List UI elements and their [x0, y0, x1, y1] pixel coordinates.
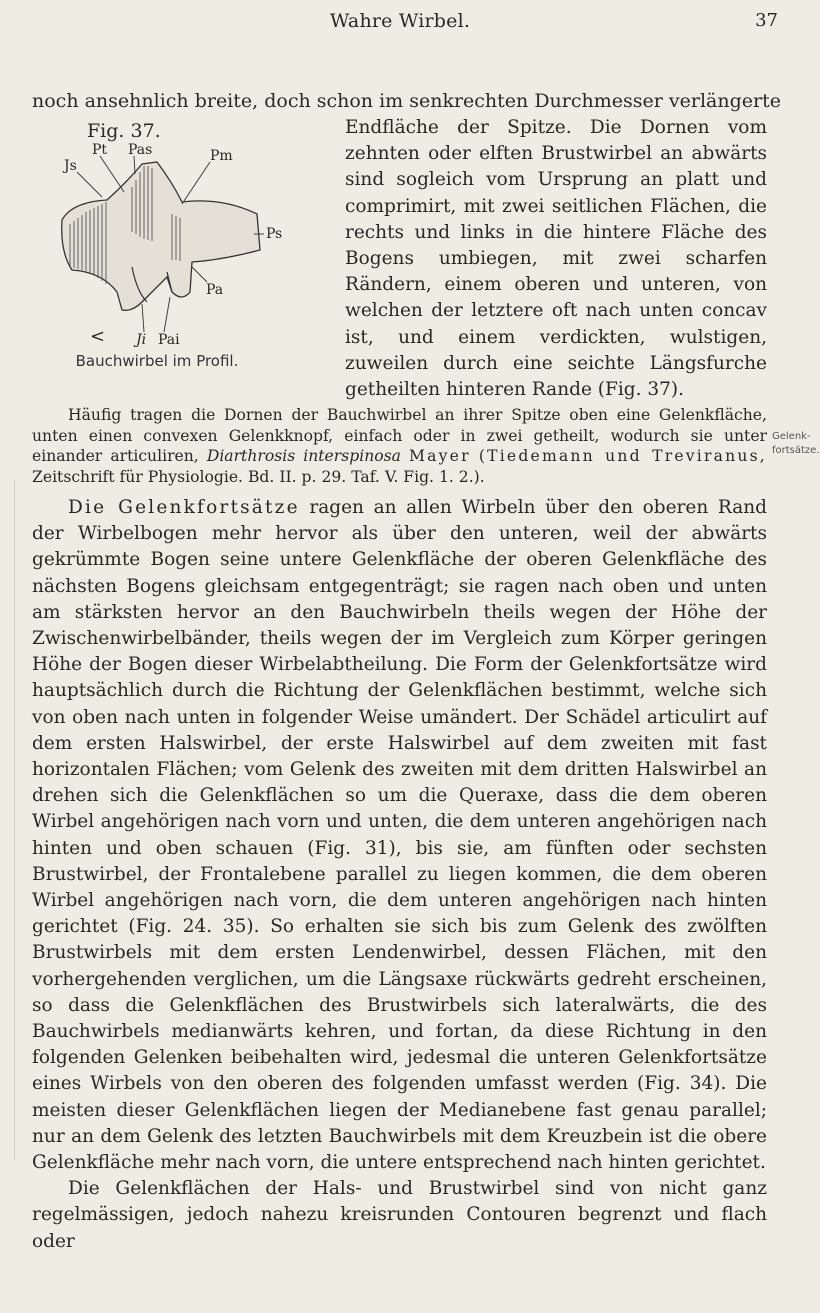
- label-pt: Pt: [92, 142, 108, 158]
- small-print-paragraph: Häufig tragen die Dornen der Bauchwirbel an ihrer Spitze oben eine Gelenkfläche, unten einen convexen Gelenkknopf, einfach oder in zwei getheilt, wodurch sie unter einander articuliren, Diarthrosis interspinosa Mayer (Tiedemann und Treviranus, Zeitschrift für Physiologie. Bd. II. p. 29. Taf. V. Fig. 1. 2.).: [32, 406, 767, 486]
- running-title: Wahre Wirbel.: [329, 10, 471, 32]
- label-pai: Pai: [158, 332, 180, 348]
- label-side: <: [90, 326, 106, 347]
- figure-37: [32, 120, 334, 375]
- term-diarthrosis: Diarthrosis interspinosa: [206, 447, 401, 465]
- vertebra-illustration: [32, 142, 332, 352]
- figure-wrap-text: Endfläche der Spitze. Die Dornen vom zehnten oder elften Brustwirbel an abwärts sind sogleich vom Ursprung an platt und comprimirt, mit zwei seitlichen Flächen, die rechts und links in die hintere Fläche des Bogens umbiegen, mit zwei scharfen Rändern, einem oberen und unteren, von welchen der letztere oft nach unten concav ist, und einem verdickten, wulstigen, zuweilen durch eine seichte Längsfurche getheilten hinteren Rande (Fig. 37).: [345, 117, 767, 401]
- figure-label: Fig. 37.: [87, 120, 161, 142]
- paragraph-gelenkflaechen: Die Gelenkflächen der Hals- und Brustwirbel sind von nicht ganz regelmässigen, jedoch nahezu kreisrunden Contouren begrenzt und flach oder: [32, 1178, 767, 1252]
- label-ji: Ji: [136, 332, 147, 348]
- author-mayer: Mayer: [409, 447, 471, 465]
- label-js: Js: [64, 158, 77, 174]
- running-header: [0, 10, 800, 50]
- section-term: Die Gelenkfortsätze: [68, 497, 300, 518]
- page-edge-line: [14, 480, 15, 1160]
- vertebra-body-outline: [62, 162, 260, 310]
- label-pm: Pm: [210, 148, 233, 164]
- first-line: noch ansehnlich breite, doch schon im senkrechten Durchmesser verlängerte: [32, 90, 781, 112]
- label-pa: Pa: [206, 282, 224, 298]
- paragraph-gelenkfortsaetze: Die Gelenkfortsätze ragen an allen Wirbeln über den oberen Rand der Wirbelbogen mehr hervor als über den unteren, weil der abwärts gekrümmte Bogen seine untere Gelenkfläche der oberen Gelenkfläche des nächsten Bogens gleichsam entgegenträgt; sie ragen nach oben und unten am stärksten hervor an den Bauchwirbeln theils wegen der Höhe der Zwischenwirbelbänder, theils wegen der im Vergleich zum Körper geringen Höhe der Bogen dieser Wirbelabtheilung. Die Form der Gelenkfortsätze wird hauptsächlich durch die Richtung der Gelenkflächen bestimmt, welche sich von oben nach unten in folgender Weise umändert. Der Schädel articulirt auf dem ersten Halswirbel, der erste Halswirbel auf dem zweiten mit fast horizontalen Flächen; vom Gelenk des zweiten mit dem dritten Halswirbel an drehen sich die Gelenkflächen so um die Queraxe, dass die dem oberen Wirbel angehörigen nach vorn und unten, die dem unteren angehörigen nach hinten und oben schauen (Fig. 31), bis sie, am fünften oder sechsten Brustwirbel, der Frontalebene parallel zu liegen kommen, die dem oberen Wirbel angehörigen nach vorn, die dem unteren angehörigen nach hinten gerichtet (Fig. 24. 35). So erhalten sie sich bis zum Gelenk des zwölften Brustwirbels mit dem ersten Lendenwirbel, dessen Flächen, mit den vorhergehenden verglichen, um die Längsaxe rückwärts gedreht erscheinen, so dass die Gelenkflächen des Brustwirbels sich lateralwärts, die des Bauchwirbels medianwärts kehren, und fortan, da diese Richtung in den folgenden Gelenken beibehalten wird, jedesmal die unteren Gelenkfortsätze eines Wirbels von den oberen des folgenden umfasst werden (Fig. 34). Die meisten dieser Gelenkflächen liegen der Medianebene fast genau parallel; nur an dem Gelenk des letzten Bauchwirbels mit dem Kreuzbein ist die obere Gelenkfläche mehr nach vorn, die untere entsprechend nach hinten gerichtet.: [32, 497, 767, 1174]
- page-number: 37: [755, 10, 778, 31]
- figure-caption: Bauchwirbel im Profil.: [75, 352, 239, 370]
- label-pas: Pas: [128, 142, 153, 158]
- label-ps: Ps: [266, 226, 283, 242]
- main-text: [32, 405, 767, 1255]
- margin-note: Gelenk- fortsätze.: [772, 431, 820, 456]
- author-tiedemann: (Tiedemann und Treviranus,: [478, 447, 767, 465]
